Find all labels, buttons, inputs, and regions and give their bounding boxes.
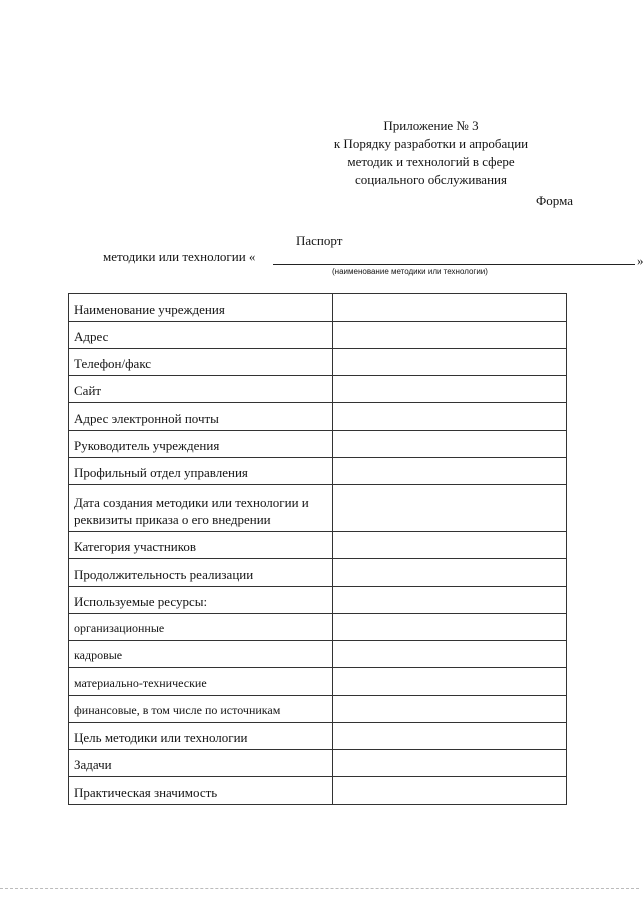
row-label: материально-технические [69, 668, 333, 696]
row-label: кадровые [69, 641, 333, 668]
table-row [69, 322, 567, 349]
row-label: Цель методики или технологии [69, 723, 333, 750]
table-row [69, 614, 567, 641]
row-value-cell[interactable] [333, 696, 567, 723]
row-value-cell[interactable] [333, 403, 567, 431]
methodology-name-blank[interactable] [273, 264, 635, 265]
page-bottom-edge [0, 888, 639, 889]
passport-title: Паспорт [296, 233, 343, 248]
row-label: Наименование учреждения [69, 294, 333, 322]
form-label: Форма [536, 193, 573, 208]
appendix-line: к Порядку разработки и апробации [333, 136, 529, 151]
table-row [69, 349, 567, 376]
row-value-cell[interactable] [333, 376, 567, 403]
row-value-cell[interactable] [333, 431, 567, 458]
row-label: Категория участников [69, 532, 333, 559]
table-row [69, 750, 567, 777]
table-row [69, 641, 567, 668]
appendix-block [300, 117, 562, 189]
row-value-cell[interactable] [333, 723, 567, 750]
row-value-cell[interactable] [333, 458, 567, 485]
passport-line-prefix: методики или технологии « [103, 249, 256, 264]
row-label: Телефон/факс [69, 349, 333, 376]
row-label: Практическая значимость [69, 777, 333, 805]
row-value-cell[interactable] [333, 349, 567, 376]
passport-line-suffix: » [637, 253, 644, 268]
table-row [69, 532, 567, 559]
table-row [69, 485, 567, 532]
row-label: Используемые ресурсы: [69, 587, 333, 614]
row-value-cell[interactable] [333, 641, 567, 668]
table-row [69, 777, 567, 805]
row-label: Руководитель учреждения [69, 431, 333, 458]
row-value-cell[interactable] [333, 614, 567, 641]
table-row [69, 403, 567, 431]
row-label: Адрес [69, 322, 333, 349]
row-label: организационные [69, 614, 333, 641]
appendix-line: социального обслуживания [355, 172, 507, 187]
row-value-cell[interactable] [333, 485, 567, 532]
table-row [69, 668, 567, 696]
row-value-cell[interactable] [333, 668, 567, 696]
table-row [69, 294, 567, 322]
appendix-line: Приложение № 3 [383, 118, 479, 133]
table-row [69, 559, 567, 587]
appendix-line: методик и технологий в сфере [347, 154, 515, 169]
row-label: Продолжительность реализации [69, 559, 333, 587]
table-row [69, 431, 567, 458]
row-value-cell[interactable] [333, 322, 567, 349]
row-value-cell[interactable] [333, 532, 567, 559]
row-label: Профильный отдел управления [69, 458, 333, 485]
table-row [69, 587, 567, 614]
passport-form-table [68, 293, 567, 805]
table-row [69, 458, 567, 485]
row-value-cell[interactable] [333, 777, 567, 805]
row-value-cell[interactable] [333, 294, 567, 322]
table-row [69, 723, 567, 750]
row-value-cell[interactable] [333, 750, 567, 777]
table-row [69, 696, 567, 723]
table-row [69, 376, 567, 403]
row-label: финансовые, в том числе по источникам [69, 696, 333, 723]
row-value-cell[interactable] [333, 587, 567, 614]
row-label: Сайт [69, 376, 333, 403]
row-label: Дата создания методики или технологии и реквизиты приказа о его внедрении [69, 485, 333, 532]
row-label: Адрес электронной почты [69, 403, 333, 431]
row-label: Задачи [69, 750, 333, 777]
row-value-cell[interactable] [333, 559, 567, 587]
methodology-name-caption: (наименование методики или технологии) [332, 267, 488, 276]
